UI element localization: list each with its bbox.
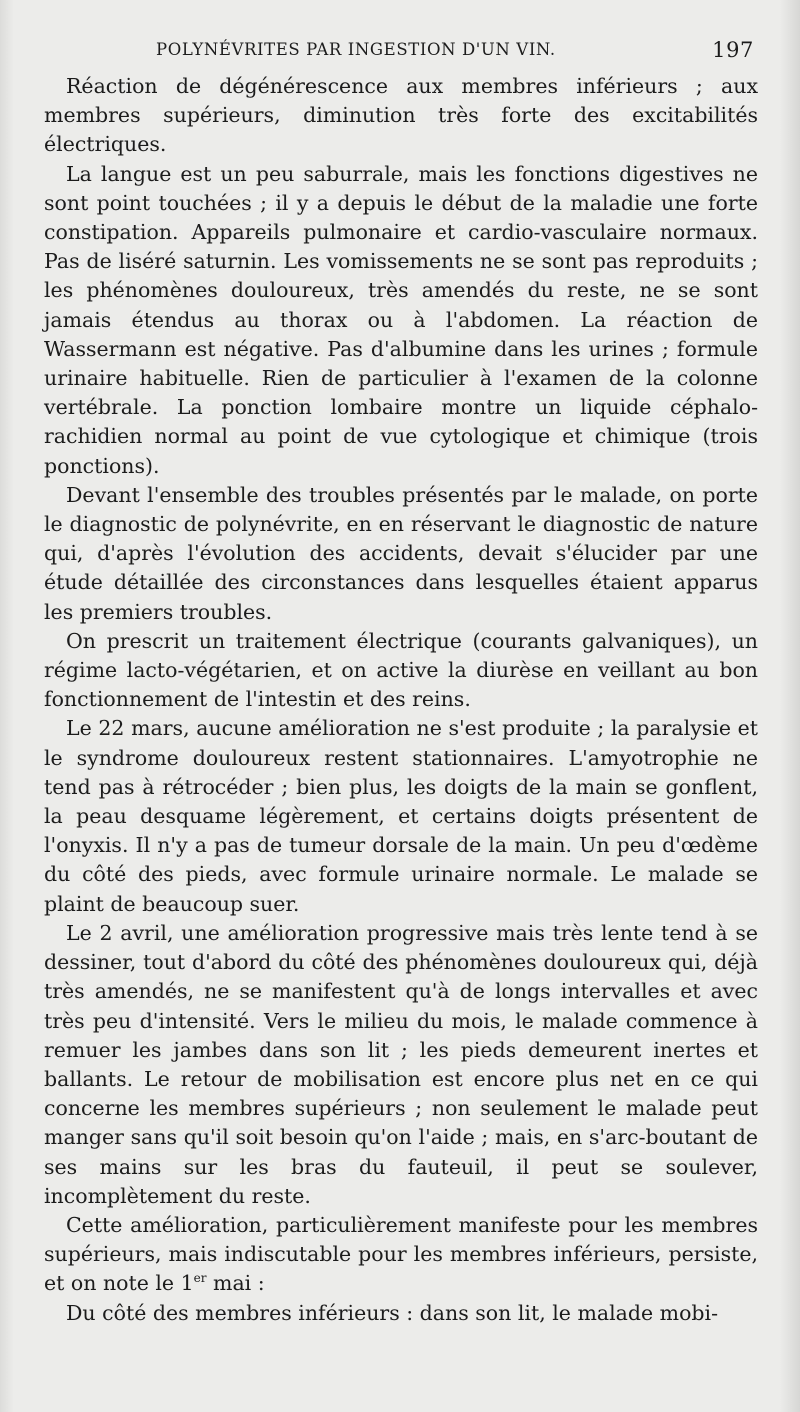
paragraph-7-text: Cette amélioration, particulièrement manifeste pour les membres supérieurs, mais indiscutable pour les membres inférieurs, persiste, et on note le 1 [44,1212,758,1296]
paragraph-6: Le 2 avril, une amélioration progressive mais très lente tend à se dessiner, tout d'abord du côté des phénomènes douloureux qui, déjà très amendés, ne se manifestent qu'à de longs intervalles et avec très peu d'intensité. Vers le milieu du mois, le malade commence à remuer les jambes dans son lit ; les pieds demeurent inertes et ballants. Le retour de mobilisation est encore plus net en ce qui concerne les membres supérieurs ; non seulement le malade peut manger sans qu'il soit besoin qu'on l'aide ; mais, en s'arc-boutant de ses mains sur les bras du fauteuil, il peut se soulever, incomplètement du reste. [44,920,758,1208]
running-head [44,38,758,72]
text-body [44,72,758,1328]
paragraph-5: Le 22 mars, aucune amélioration ne s'est produite ; la paralysie et le syndrome douloureux restent stationnaires. L'amyotrophie ne tend pas à rétrocéder ; bien plus, les doigts de la main se gonflent, la peau desquame légèrement, et certains doigts présentent de l'onyxis. Il n'y a pas de tumeur dorsale de la main. Un peu d'œdème du côté des pieds, avec formule urinaire normale. Le malade se plaint de beaucoup suer. [44,716,758,916]
running-title: POLYNÉVRITES PAR INGESTION D'UN VIN. [156,40,556,59]
ordinal-superscript: er [193,1271,207,1286]
paragraph-7 [44,1211,758,1299]
paragraph-8: Du côté des membres inférieurs : dans son lit, le malade mobi- [66,1300,719,1325]
paragraph-2: La langue est un peu saburrale, mais les fonctions digestives ne sont point touchées ; il y a depuis le début de la maladie une forte constipation. Appareils pulmonaire et cardio-vasculaire normaux. Pas de liséré saturnin. Les vomissements ne se sont pas reproduits ; les phénomènes douloureux, très amendés du reste, ne se sont jamais étendus au thorax ou à l'abdomen. La réaction de Wassermann est négative. Pas d'albumine dans les urines ; formule urinaire habituelle. Rien de particulier à l'examen de la colonne vertébrale. La ponction lombaire montre un liquide céphalo-rachidien normal au point de vue cytologique et chimique (trois ponctions). [44,161,758,478]
paragraph-1: Réaction de dégénérescence aux membres inférieurs ; aux membres supérieurs, diminution très forte des excitabilités électriques. [44,74,758,157]
page-number: 197 [712,38,754,62]
paragraph-4: On prescrit un traitement électrique (courants galvaniques), un régime lacto-végétarien, et on active la diurèse en veillant au bon fonctionnement de l'intestin et des reins. [44,628,758,712]
paragraph-7-tail: mai : [206,1271,265,1296]
paragraph-3: Devant l'ensemble des troubles présentés par le malade, on porte le diagnostic de polynévrite, en en réservant le diagnostic de nature qui, d'après l'évolution des accidents, devait s'élucider par une étude détaillée des circonstances dans lesquelles étaient apparus les premiers troubles. [44,482,758,624]
